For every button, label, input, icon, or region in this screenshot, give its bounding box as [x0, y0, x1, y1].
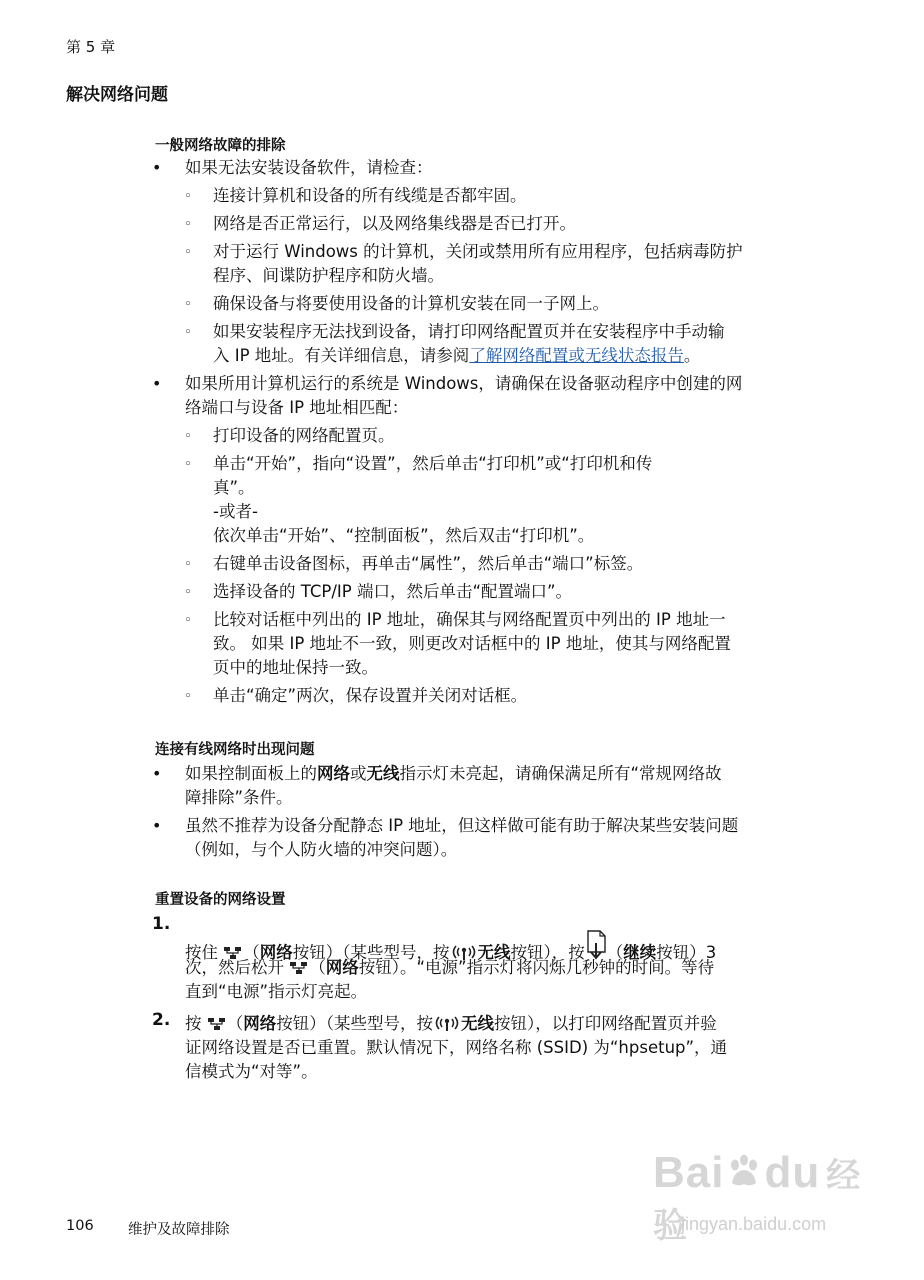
sub-bullet: ◦	[184, 457, 192, 472]
list-item	[185, 762, 850, 786]
bullet: •	[152, 374, 162, 393]
step-text: 证网络设置是否已重置。默认情况下，网络名称 (SSID) 为“hpsetup”，通	[185, 1038, 728, 1057]
resume-label: 继续	[623, 943, 657, 962]
step-fragment: （	[243, 943, 260, 962]
step-fragment: 按钮）（某些型号，按	[292, 943, 450, 962]
watermark-brand-2: du	[764, 1148, 821, 1197]
list-item: 程序、间谍防护程序和防火墙。	[213, 266, 444, 285]
step-fragment: 按	[185, 1014, 202, 1033]
step-fragment: 按钮）3	[656, 943, 717, 962]
sub-bullet: ◦	[184, 613, 192, 628]
list-item: 单击“开始”，指向“设置”，然后单击“打印机”或“打印机和传	[213, 454, 653, 473]
baidu-watermark	[653, 1142, 868, 1252]
network-report-link[interactable]: 了解网络配置或无线状态报告	[469, 346, 684, 365]
list-item: （例如，与个人防火墙的冲突问题）。	[185, 840, 458, 859]
list-item: 确保设备与将要使用设备的计算机安装在同一子网上。	[213, 294, 609, 313]
list-item: -或者-	[213, 502, 258, 521]
network-label: 网络	[325, 958, 359, 977]
step-fragment: 次，然后松开	[185, 958, 284, 977]
list-item: 真”。	[213, 478, 255, 497]
list-item: 网络是否正常运行，以及网络集线器是否已打开。	[213, 214, 576, 233]
step-number: 2.	[152, 1010, 171, 1030]
section-heading-reset: 重置设备的网络设置	[155, 892, 286, 908]
list-item	[213, 344, 841, 368]
network-label: 网络	[317, 764, 350, 783]
sub-bullet: ◦	[184, 297, 192, 312]
network-label: 网络	[259, 943, 293, 962]
step-fragment: 按住	[185, 943, 218, 962]
list-item: 右键单击设备图标，再单击“属性”，然后单击“端口”标签。	[213, 554, 644, 573]
step-fragment: 按钮），以打印网络配置页并验	[494, 1014, 717, 1033]
step-fragment: 按钮）。“电源”指示灯将闪烁几秒钟的时间。等待	[358, 958, 715, 977]
list-text: 如果控制面板上的	[185, 764, 317, 783]
bullet: •	[152, 816, 162, 835]
list-item: 连接计算机和设备的所有线缆是否都牢固。	[213, 186, 527, 205]
footer-section: 维护及故障排除	[128, 1222, 230, 1238]
sub-bullet: ◦	[184, 189, 192, 204]
sub-bullet: ◦	[184, 217, 192, 232]
list-text: 。	[683, 346, 701, 365]
network-label: 网络	[243, 1014, 277, 1033]
list-item: 打印设备的网络配置页。	[213, 426, 395, 445]
sub-bullet: ◦	[184, 325, 192, 340]
list-item: 依次单击“开始”、“控制面板”，然后双击“打印机”。	[213, 526, 595, 545]
step-text	[185, 956, 850, 980]
network-icon	[289, 961, 309, 975]
page-title: 解决网络问题	[66, 85, 168, 105]
sub-bullet: ◦	[184, 245, 192, 260]
list-item: 选择设备的 TCP/IP 端口，然后单击“配置端口”。	[213, 582, 573, 601]
sub-bullet: ◦	[184, 557, 192, 572]
list-item: 对于运行 Windows 的计算机，关闭或禁用所有应用程序，包括病毒防护	[213, 242, 743, 261]
step-text	[185, 1012, 850, 1036]
sub-bullet: ◦	[184, 429, 192, 444]
bullet: •	[152, 158, 162, 177]
wireless-label: 无线	[477, 943, 511, 962]
list-item: 页中的地址保持一致。	[213, 658, 378, 677]
step-text: 直到“电源”指示灯亮起。	[185, 982, 368, 1001]
list-item: 如果无法安装设备软件，请检查：	[185, 158, 433, 177]
step-fragment: （	[606, 943, 624, 962]
page-number: 106	[66, 1218, 94, 1234]
watermark-brand: Bai	[653, 1148, 725, 1197]
sub-bullet: ◦	[184, 689, 192, 704]
section-heading-wired: 连接有线网络时出现问题	[155, 742, 315, 758]
list-item: 如果所用计算机运行的系统是 Windows，请确保在设备驱动程序中创建的网	[185, 374, 743, 393]
step-fragment: 按钮）（某些型号，按	[276, 1014, 433, 1033]
wireless-label: 无线	[366, 764, 400, 783]
list-text: 指示灯未亮起，请确保满足所有“常规网络故	[399, 764, 722, 783]
step-fragment: （	[226, 1014, 244, 1033]
wireless-icon	[433, 1015, 461, 1031]
list-item: 络端口与设备 IP 地址相匹配：	[185, 398, 409, 417]
list-item: 虽然不推荐为设备分配静态 IP 地址，但这样做可能有助于解决某些安装问题	[185, 816, 739, 835]
section-heading-general: 一般网络故障的排除	[155, 138, 286, 154]
step-number: 1.	[152, 914, 171, 934]
sub-bullet: ◦	[184, 585, 192, 600]
watermark-suffix: 经验	[653, 1157, 862, 1245]
step-text: 信模式为“对等”。	[185, 1062, 318, 1081]
step-fragment: （	[309, 958, 326, 977]
list-text: 入 IP 地址。有关详细信息，请参阅	[213, 346, 470, 365]
list-item: 致。 如果 IP 地址不一致，则更改对话框中的 IP 地址，使其与网络配置	[213, 634, 731, 653]
paw-icon	[724, 1151, 764, 1191]
chapter-label: 第 5 章	[66, 38, 116, 56]
list-item: 障排除”条件。	[185, 788, 293, 807]
bullet: •	[152, 764, 162, 783]
list-item: 如果安装程序无法找到设备，请打印网络配置页并在安装程序中手动输	[213, 322, 725, 341]
network-icon	[207, 1017, 227, 1031]
list-text: 或	[350, 764, 367, 783]
list-item: 单击“确定”两次，保存设置并关闭对话框。	[213, 686, 528, 705]
step-fragment: 按钮），按	[510, 943, 585, 962]
list-item: 比较对话框中列出的 IP 地址，确保其与网络配置页中列出的 IP 地址一	[213, 610, 726, 629]
wireless-label: 无线	[461, 1014, 494, 1033]
watermark-url: jingyan.baidu.com	[681, 1214, 827, 1234]
